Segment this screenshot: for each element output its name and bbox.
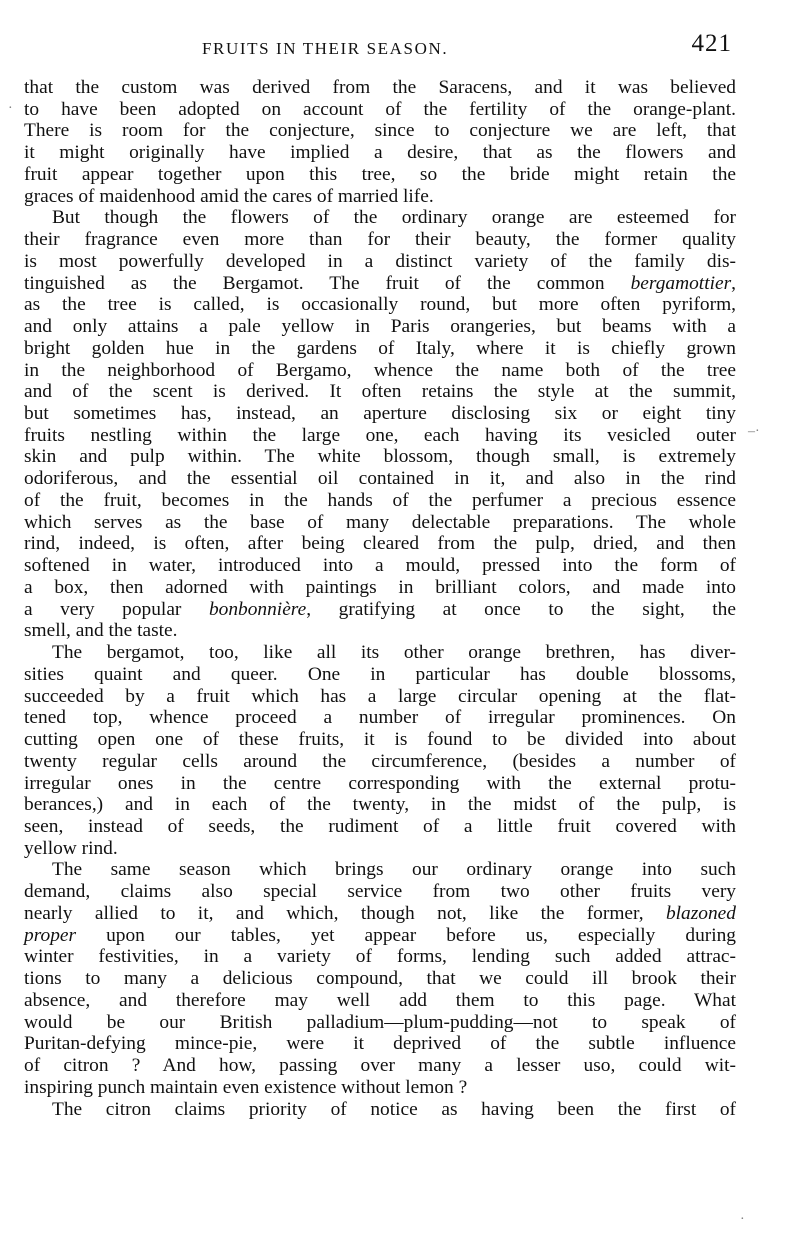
text-line: and of the scent is derived. It often retains the style at the summit, (24, 381, 736, 403)
margin-speck: · (8, 101, 13, 116)
text-line: proper upon our tables, yet appear before us, especially during (24, 924, 736, 946)
text-line: yellow rind. (24, 837, 118, 859)
margin-speck: –· (748, 424, 760, 439)
text-line: succeeded by a fruit which has a large circular opening at the flat- (24, 685, 736, 707)
text-line: tened top, whence proceed a number of irregular prominences. On (24, 707, 736, 729)
text-line: bright golden hue in the gardens of Italy, where it is chiefly grown (24, 337, 736, 359)
text-line: rind, indeed, is often, after being cleared from the pulp, dried, and then (24, 533, 736, 555)
text-line: in the neighborhood of Bergamo, whence the name both of the tree (24, 359, 736, 381)
text-line: sities quaint and queer. One in particular has double blossoms, (24, 663, 736, 685)
text-line: But though the flowers of the ordinary orange are esteemed for (52, 207, 736, 229)
text-line: demand, claims also special service from two other fruits very (24, 881, 736, 903)
text-line: The same season which brings our ordinary orange into such (52, 859, 736, 881)
page-number: 421 (691, 30, 732, 57)
text-line: smell, and the taste. (24, 620, 178, 642)
text-line: as the tree is called, is occasionally round, but more often pyriform, (24, 294, 736, 316)
text-line: a very popular bonbonnière, gratifying at once to the sight, the (24, 598, 736, 620)
text-line: tions to many a delicious compound, that we could ill brook their (24, 968, 736, 990)
text-line: tinguished as the Bergamot. The fruit of the common bergamottier, (24, 272, 736, 294)
text-line: twenty regular cells around the circumference, (besides a number of (24, 750, 736, 772)
text-line: would be our British palladium—plum-pudding—not to speak of (24, 1011, 736, 1033)
text-line: skin and pulp within. The white blossom, though small, is extremely (24, 446, 736, 468)
text-line: irregular ones in the centre corresponding with the external protu- (24, 772, 736, 794)
text-line: fruit appear together upon this tree, so the bride might retain the (24, 163, 736, 185)
text-line: their fragrance even more than for their beauty, the former quality (24, 229, 736, 251)
text-line: cutting open one of these fruits, it is found to be divided into about (24, 729, 736, 751)
text-line: seen, instead of seeds, the rudiment of a little fruit covered with (24, 815, 736, 837)
text-line: berances,) and in each of the twenty, in the midst of the pulp, is (24, 794, 736, 816)
text-line: softened in water, introduced into a mould, pressed into the form of (24, 555, 736, 577)
text-line: Puritan-defying mince-pie, were it deprived of the subtle influence (24, 1033, 736, 1055)
text-line: odoriferous, and the essential oil contained in it, and also in the rind (24, 468, 736, 490)
text-line: absence, and therefore may well add them to this page. What (24, 989, 736, 1011)
text-line: of citron ? And how, passing over many a lesser uso, could wit- (24, 1055, 736, 1077)
running-title: FRUITS IN THEIR SEASON. (202, 39, 449, 58)
text-line: The citron claims priority of notice as having been the first of (52, 1098, 736, 1120)
running-header (24, 30, 736, 66)
text-line: a box, then adorned with paintings in brilliant colors, and made into (24, 576, 736, 598)
text-line: fruits nestling within the large one, each having its vesicled outer (24, 424, 736, 446)
text-line: that the custom was derived from the Saracens, and it was believed (24, 77, 736, 98)
body-text (24, 77, 736, 1120)
text-line: winter festivities, in a variety of forms, lending such added attrac- (24, 946, 736, 968)
text-line: to have been adopted on account of the fertility of the orange-plant. (24, 98, 736, 120)
text-line: The bergamot, too, like all its other orange brethren, has diver- (52, 642, 736, 664)
text-line: graces of maidenhood amid the cares of married life. (24, 185, 434, 207)
text-line: inspiring punch maintain even existence without lemon ? (24, 1076, 468, 1098)
text-line: but sometimes has, instead, an aperture disclosing six or eight tiny (24, 403, 736, 425)
text-line: of the fruit, becomes in the hands of the perfumer a precious essence (24, 489, 736, 511)
text-line: nearly allied to it, and which, though not, like the former, blazoned (24, 902, 736, 924)
text-line: and only attains a pale yellow in Paris orangeries, but beams with a (24, 316, 736, 338)
text-line: There is room for the conjecture, since to conjecture we are left, that (24, 120, 736, 142)
text-line: which serves as the base of many delectable preparations. The whole (24, 511, 736, 533)
text-line: is most powerfully developed in a distinct variety of the family dis- (24, 250, 736, 272)
margin-speck: · (740, 1212, 745, 1227)
text-line: it might originally have implied a desire, that as the flowers and (24, 142, 736, 164)
